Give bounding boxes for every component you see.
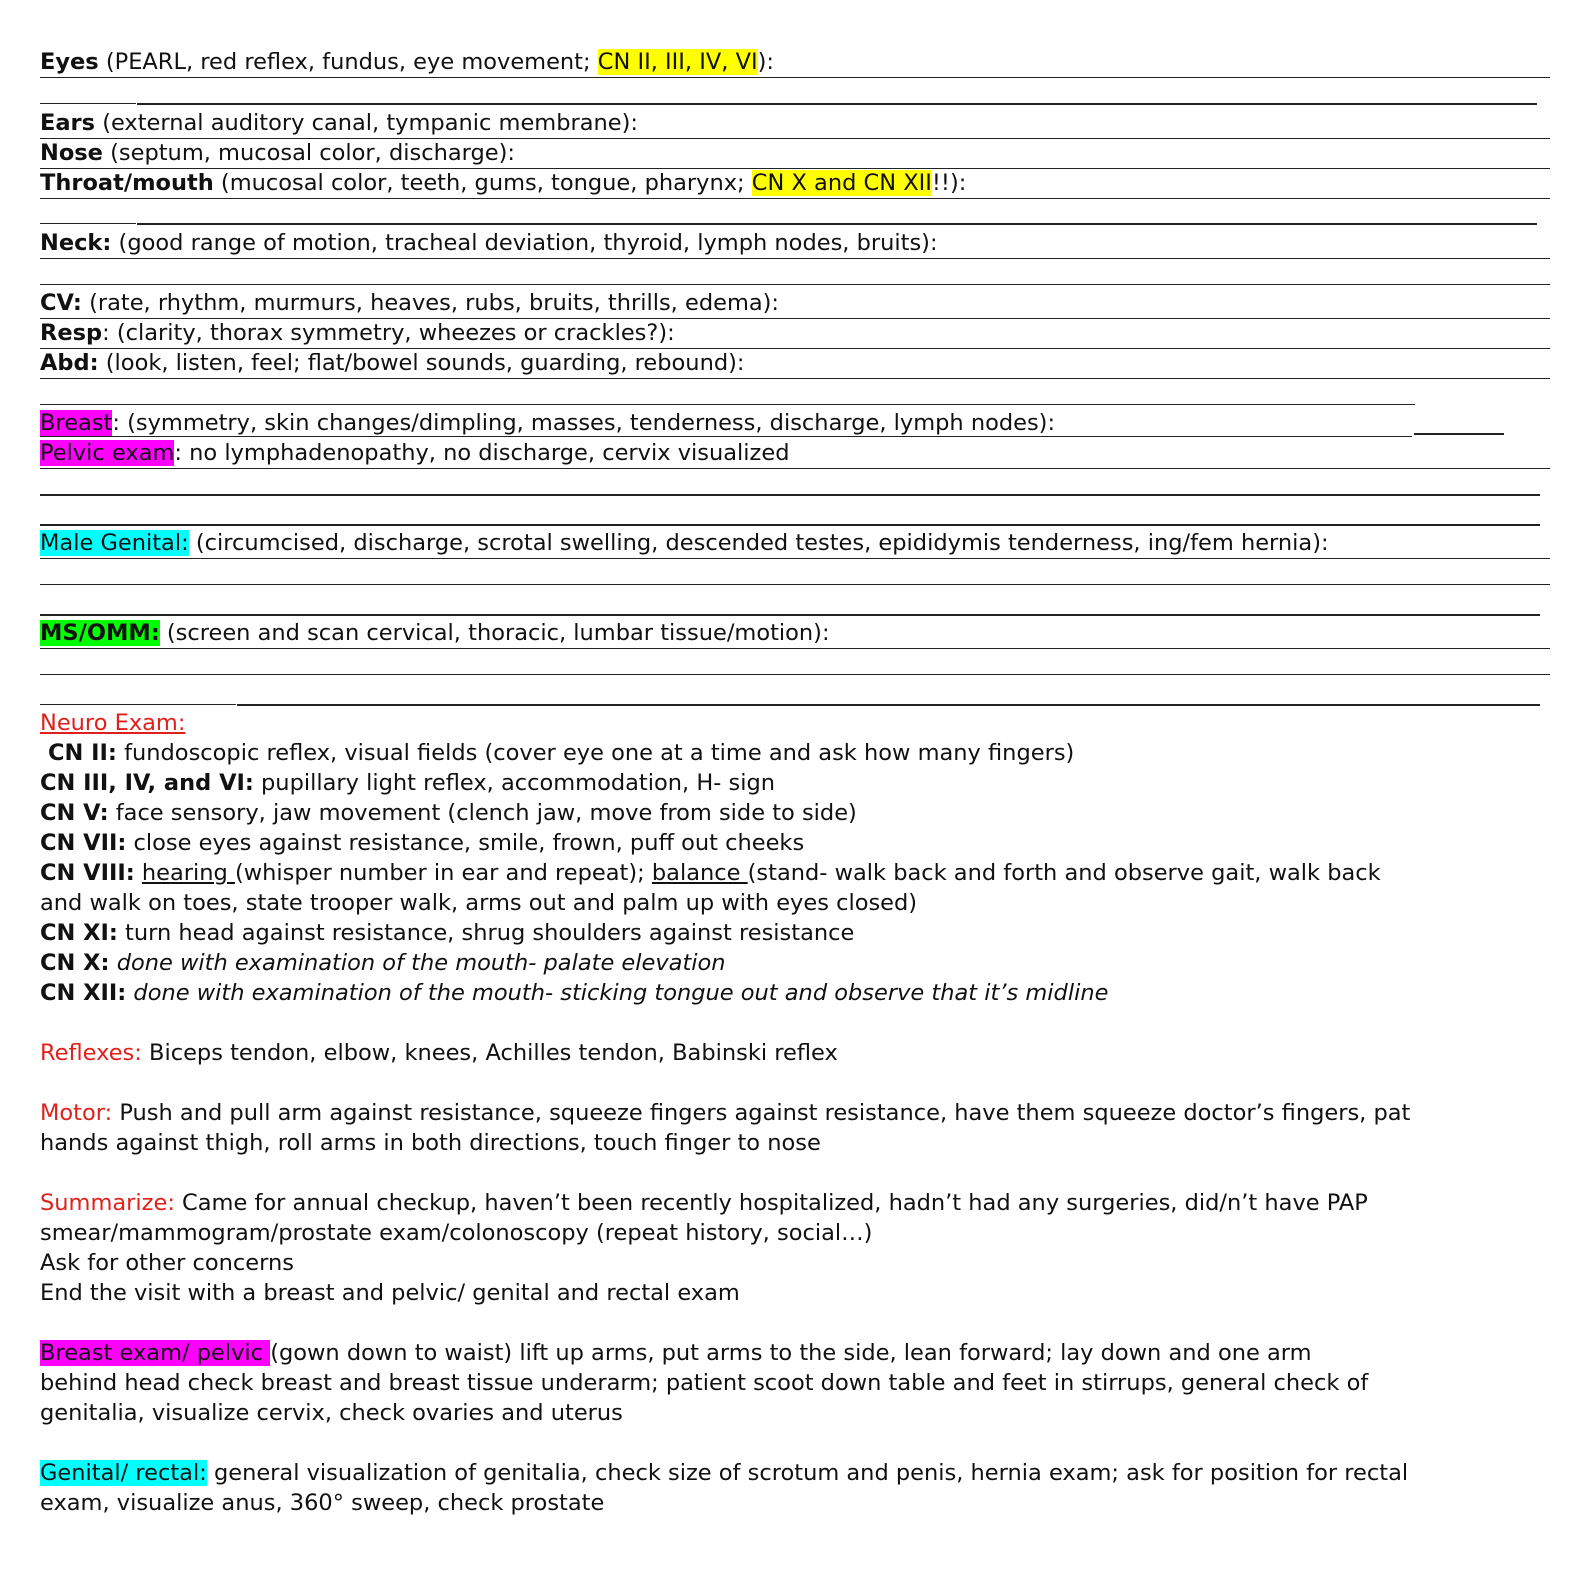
resp-text: : (clarity, thorax symmetry, wheezes or crackles?):: [102, 320, 675, 346]
nose-label: Nose: [40, 140, 103, 166]
blank-line: [40, 584, 1550, 585]
breast-label: Breast: [40, 410, 113, 436]
resp-row: [40, 318, 1550, 349]
blank-line: [237, 704, 1540, 706]
blank-line: [40, 524, 1540, 526]
blank-line: [40, 284, 1550, 285]
neuro-title: Neuro Exam:: [40, 710, 186, 736]
cn8-balance-text: (stand- walk back and forth and observe gait, walk back: [747, 860, 1381, 886]
motor-line2: hands against thigh, roll arms in both directions, touch finger to nose: [40, 1130, 821, 1156]
breast-exam-line3: genitalia, visualize cervix, check ovaries and uterus: [40, 1400, 623, 1426]
cn8-hearing-text: (whisper number in ear and repeat);: [234, 860, 652, 886]
motor-line2-row: [40, 1128, 821, 1158]
throat-text: (mucosal color, teeth, gums, tongue, pharynx;: [213, 170, 752, 196]
cn10-text: done with examination of the mouth- palate elevation: [116, 950, 726, 976]
ms-omm-label: MS/OMM:: [40, 620, 160, 646]
eyes-text: (PEARL, red reflex, fundus, eye movement;: [98, 49, 598, 75]
cn12-row: [40, 978, 1108, 1008]
breast-exam-line1: (gown down to waist) lift up arms, put arms to the side, lean forward; lay down and one arm: [270, 1340, 1312, 1366]
genital-rectal-row: [40, 1458, 1408, 1488]
blank-line: [40, 103, 136, 104]
ms-omm-row: [40, 618, 1550, 649]
throat-close: !!):: [931, 170, 967, 196]
ears-text: (external auditory canal, tympanic membrane):: [95, 110, 638, 136]
blank-line: [137, 103, 1537, 105]
male-genital-text: (circumcised, discharge, scrotal swelling, descended testes, epididymis tenderness, ing/fem hernia):: [188, 530, 1329, 556]
neck-label: Neck:: [40, 230, 112, 256]
cn5-row: [40, 798, 857, 828]
cn2-label: CN II:: [48, 740, 117, 766]
throat-cn-highlight: CN X and CN XII: [751, 170, 932, 196]
reflexes-text: Biceps tendon, elbow, knees, Achilles tendon, Babinski reflex: [141, 1040, 838, 1066]
male-genital-row: [40, 528, 1550, 559]
neck-row: [40, 228, 1550, 259]
eyes-cn-highlight: CN II, III, IV, VI: [597, 49, 758, 75]
ms-omm-text: (screen and scan cervical, thoracic, lumbar tissue/motion):: [159, 620, 830, 646]
cn8-line2: and walk on toes, state trooper walk, arms out and palm up with eyes closed): [40, 890, 918, 916]
cn10-row: [40, 948, 726, 978]
summarize-line1: Came for annual checkup, haven’t been recently hospitalized, hadn’t had any surgeries, did/n’t have PAP: [174, 1190, 1368, 1216]
cn8-row: [40, 858, 1381, 888]
breast-exam-line3-row: [40, 1398, 623, 1428]
summarize-line4: End the visit with a breast and pelvic/ genital and rectal exam: [40, 1280, 740, 1306]
motor-row: [40, 1098, 1410, 1128]
cn10-label: CN X:: [40, 950, 110, 976]
motor-label: Motor:: [40, 1100, 113, 1126]
cn8-label: CN VIII:: [40, 860, 135, 886]
cn11-text: turn head against resistance, shrug shoulders against resistance: [117, 920, 855, 946]
resp-label: Resp: [40, 320, 103, 346]
male-genital-label: Male Genital:: [40, 530, 189, 556]
cv-row: [40, 288, 1550, 319]
ears-row: [40, 108, 1550, 139]
cn11-row: [40, 918, 854, 948]
eyes-close: ):: [757, 49, 774, 75]
cn8-hearing: hearing: [141, 860, 235, 886]
cn5-label: CN V:: [40, 800, 109, 826]
genital-rectal-line1: general visualization of genitalia, check size of scrotum and penis, hernia exam; ask for position for rectal: [206, 1460, 1409, 1486]
ears-label: Ears: [40, 110, 96, 136]
eyes-row: [40, 47, 1550, 78]
eyes-label: Eyes: [40, 49, 99, 75]
cn8-line2-row: [40, 888, 917, 918]
summarize-label: Summarize:: [40, 1190, 175, 1216]
neck-text: (good range of motion, tracheal deviation, thyroid, lymph nodes, bruits):: [111, 230, 938, 256]
nose-text: (septum, mucosal color, discharge):: [102, 140, 515, 166]
cn11-label: CN XI:: [40, 920, 118, 946]
cv-text: (rate, rhythm, murmurs, heaves, rubs, bruits, thrills, edema):: [81, 290, 780, 316]
blank-line: [40, 404, 1415, 405]
cv-label: CV:: [40, 290, 82, 316]
reflexes-row: [40, 1038, 838, 1068]
cn7-text: close eyes against resistance, smile, frown, puff out cheeks: [126, 830, 805, 856]
summarize-line3: Ask for other concerns: [40, 1250, 294, 1276]
breast-exam-label: Breast exam/ pelvic: [40, 1340, 271, 1366]
genital-rectal-line2-row: [40, 1488, 604, 1518]
blank-line: [40, 494, 1540, 496]
abd-text: (look, listen, feel; flat/bowel sounds, guarding, rebound):: [98, 350, 745, 376]
genital-rectal-label: Genital/ rectal:: [40, 1460, 207, 1486]
blank-line: [40, 674, 1550, 675]
throat-row: [40, 168, 1550, 199]
cn2-text: fundoscopic reflex, visual fields (cover eye one at a time and ask how many fingers): [116, 740, 1075, 766]
cn7-row: [40, 828, 804, 858]
summarize-row: [40, 1188, 1368, 1218]
breast-exam-line2-row: [40, 1368, 1368, 1398]
cn8-balance: balance: [651, 860, 748, 886]
genital-rectal-line2: exam, visualize anus, 360° sweep, check prostate: [40, 1490, 605, 1516]
cn346-row: [40, 768, 775, 798]
breast-text: : (symmetry, skin changes/dimpling, masses, tenderness, discharge, lymph nodes):: [112, 410, 1056, 436]
reflexes-label: Reflexes:: [40, 1040, 142, 1066]
blank-line: [40, 704, 236, 705]
summarize-line3-row: [40, 1248, 294, 1278]
abd-row: [40, 348, 1550, 379]
blank-line: [137, 223, 1537, 225]
summarize-line2: smear/mammogram/prostate exam/colonoscopy (repeat history, social…): [40, 1220, 873, 1246]
blank-line: [40, 614, 1540, 616]
nose-row: [40, 138, 1550, 169]
throat-label: Throat/mouth: [40, 170, 214, 196]
motor-line1: Push and pull arm against resistance, squeeze fingers against resistance, have them squeeze doctor’s fingers, pat: [112, 1100, 1411, 1126]
breast-exam-row: [40, 1338, 1312, 1368]
cn12-label: CN XII:: [40, 980, 127, 1006]
pelvic-label: Pelvic exam: [40, 440, 175, 466]
exam-form: [40, 0, 1550, 1588]
summarize-line4-row: [40, 1278, 740, 1308]
blank-line: [1414, 433, 1504, 435]
neuro-title-row: [40, 708, 185, 738]
abd-label: Abd:: [40, 350, 99, 376]
cn346-text: pupillary light reflex, accommodation, H- sign: [253, 770, 776, 796]
summarize-line2-row: [40, 1218, 872, 1248]
breast-row: [40, 408, 1055, 438]
cn5-text: face sensory, jaw movement (clench jaw, move from side to side): [108, 800, 857, 826]
pelvic-row: [40, 438, 1550, 469]
pelvic-text: : no lymphadenopathy, no discharge, cervix visualized: [174, 440, 790, 466]
cn2-row: [48, 738, 1074, 768]
blank-line: [40, 223, 136, 224]
cn12-text: done with examination of the mouth- sticking tongue out and observe that it’s midline: [133, 980, 1109, 1006]
cn346-label: CN III, IV, and VI:: [40, 770, 254, 796]
cn7-label: CN VII:: [40, 830, 127, 856]
blank-line: [40, 436, 1412, 437]
breast-exam-line2: behind head check breast and breast tissue underarm; patient scoot down table and feet in stirrups, general check of: [40, 1370, 1369, 1396]
